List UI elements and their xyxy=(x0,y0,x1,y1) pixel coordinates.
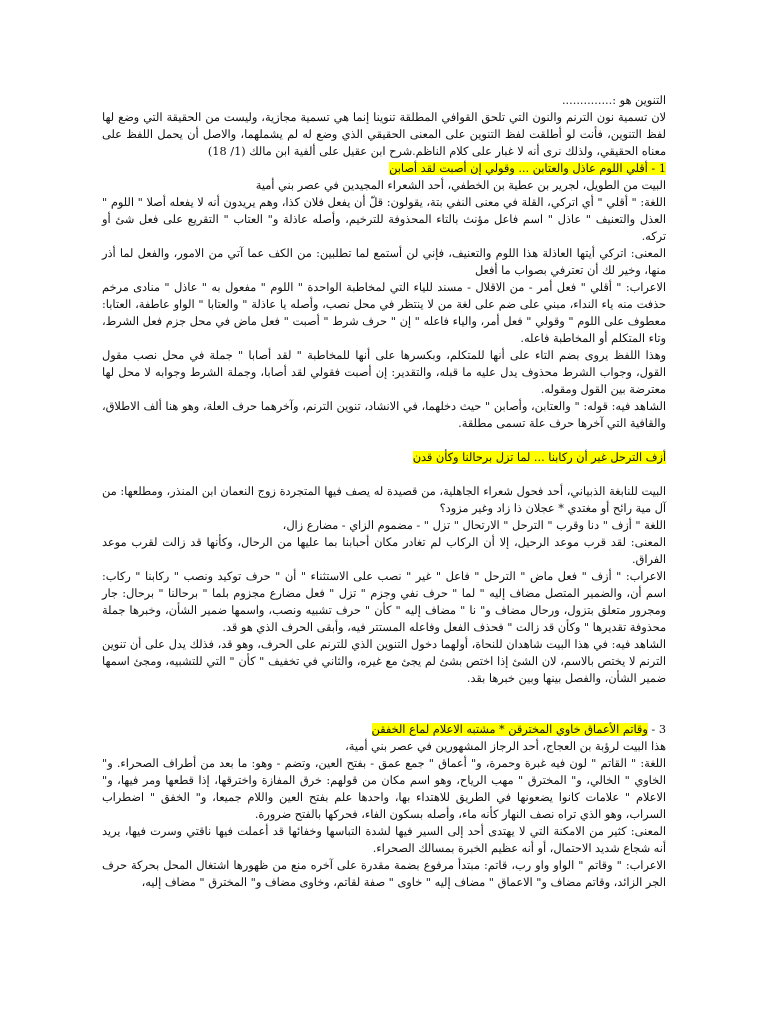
section3-source: هذا البيت لرؤبة بن العجاج، أحد الرجاز المشهورين في عصر بني أمية، xyxy=(345,740,666,753)
section2-parsing: الاعراب: " أزف " فعل ماض " الترحل " فاعل " غير " نصب على الاستثناء " أن " حرف توكيد ونصب " ركابنا " ركاب: اسم أن، والضمير المتصل مضاف إليه " لما " حرف نفي وجزم " تزل " فعل مضارع مجزوم بلما " برحالنا " برحال: جار ومجرور متعلق بتزول، ورحال مضاف و" نا " مضاف إليه " كأن " حرف تشبيه ونصب، واسمها ضمير الشأن، وخبرها جملة محذوفة تقديرها " وكأن قد زالت " فحذف الفعل وفاعله المستتر فيه، وأبقى الحرف الذي هو قد. xyxy=(102,570,666,634)
section1-parsing: الاعراب: " أقلي " فعل أمر - من الاقلال - مسند للياء التي لمخاطبة الواحدة " اللوم " مفعول به " عاذل " منادى مرخم حذفت منه ياء النداء، مبني على ضم على لغة من لا ينتظر في محل نصب، وأصله يا عاذلة " والعتابا " الواو عاطفة، العتابا: معطوف على اللوم " وقولي " فعل أمر، والياء فاعله " إن " حرف شرط " أصبت " فعل ماض في محل جزم فعل الشرط، وتاء المتكلم أو المخاطبة فاعله. xyxy=(102,281,666,345)
section1-lexicon: اللغة: " أقلي " أي اتركي، القلة في معنى النفي بتة، يقولون: قلّ أن يفعل فلان كذا، وهم يريدون أنه لا يفعله أصلا " اللوم " العذل والتعنيف " عاذل " اسم فاعل مؤنث بالتاء المحذوفة للترخيم، وأصله عاذلة و" العتاب " التقريع على فعل شئ أو تركه. xyxy=(102,196,666,243)
section1-source: البيت من الطويل، لجرير بن عطية بن الخطفي، أحد الشعراء المجيدين في عصر بني أمية xyxy=(255,179,666,192)
section2-lexicon: اللغة " أزف " دنا وقرب " الترحل " الارتحال " تزل " - مضموم الزاي - مضارع زال، xyxy=(282,519,666,532)
section2-meaning: المعنى: لقد قرب موعد الرحيل، إلا أن الركاب لم تغادر مكان أحبابنا بما عليها من الرحال، وكأنها قد زالت لقرب موعد الفراق. xyxy=(102,536,666,566)
section3-lexicon: اللغة: " القاتم " لون فيه غبرة وحمرة، و" أعماق " جمع عمق - بفتح العين، وتضم - وهو: ما بعد من أطراف الصحراء. و" الخاوي " الخالي، و" المخترق " مهب الرياح، وهو اسم مكان من قولهم: خرق المفازة واخترقها، إذا قطعها ومر فيها، و" الاعلام " علامات كانوا يضعونها في الطريق للاهتداء بها، واحدها علم بفتح العين واللام جميعا، و" الخفق " اضطراب السراب، وهو الذي تراه نصف النهار كأنه ماء، وأصله بسكون الفاء، فحركها بالفتح ضرورة. xyxy=(102,757,666,821)
section2-evidence: الشاهد فيه: في هذا البيت شاهدان للنحاة، أولهما دخول التنوين الذي للترنم على الحرف، وهو قد، فذلك يدل على أن تنوين الترنم لا يختص بالاسم، لان الشئ إذا اختص بشئ لم يجئ مع غيره، والثاني في تخفيف " كأن " التي للتشبيه، ومجئ اسمها ضمير الشأن، والفصل بينها وبين خبرها بقد. xyxy=(102,638,666,685)
intro-line: التنوين هو :.............. xyxy=(561,94,666,107)
section2-source: البيت للنابغة الذبياني، أحد فحول شعراء الجاهلية، من قصيدة له يصف فيها المتجردة زوج النعمان ابن المنذر، ومطلعها: من آل مية رائح أو مغتدي * عجلان ذا زاد وغير مزود؟ xyxy=(102,485,666,515)
section2-heading xyxy=(102,449,666,466)
section1-meaning: المعنى: اتركي أيتها العاذلة هذا اللوم والتعنيف، فإني لن أستمع لما تطلبين: من الكف عما آتي من الامور، والفعل لما أذر منها، وخير لك أن تعترفي بصواب ما أفعل xyxy=(102,247,666,277)
spacer xyxy=(102,466,666,483)
section3-parsing: الاعراب: " وقاتم " الواو واو رب، قاتم: مبتدأ مرفوع بضمة مقدرة على آخره منع من ظهورها اشتغال المحل بحركة حرف الجر الزائد، وقاتم مضاف و" الاعماق " مضاف إليه " خاوى " صفة لقاتم، وخاوى مضاف و" المخترق " مضاف إليه، xyxy=(102,859,666,889)
section2-heading-text: أزف الترحل غير أن ركابنا ... لما تزل برحالنا وكأن قدن xyxy=(412,451,666,464)
section3-meaning: المعنى: كثير من الامكنة التي لا يهتدى أحد إلى السير فيها لشدة التباسها وخفائها قد أعملت فيها ناقتي وسرت فيها، يريد أنه شجاع شديد الاحتمال، أو أنه عظيم الخبرة بمسالك الصحراء. xyxy=(102,825,666,855)
document-body xyxy=(102,92,666,891)
section1-heading xyxy=(102,160,666,177)
section3-heading-number: 3 - xyxy=(651,723,666,736)
section1-evidence: الشاهد فيه: قوله: " والعتابن، وأصابن " حيث دخلهما، في الانشاد، تنوين الترنم، وآخرهما حرف العلة، وهو هنا ألف الاطلاق، والقافية التي آخرها حرف علة تسمى مطلقة. xyxy=(102,400,666,430)
spacer xyxy=(102,687,666,721)
section3-heading-text: وقاتم الأعماق خاوي المخترقن * مشتبه الاعلام لماع الخفقن xyxy=(371,723,648,736)
section1-heading-text: 1 - أقلي اللوم عاذل والعتابن ... وقولي إن أصبت لقد أصابن xyxy=(389,162,666,175)
section3-heading xyxy=(102,721,666,738)
intro-paragraph: لان تسمية نون الترنم والنون التي تلحق القوافي المطلقة تنوينا إنما هي تسمية مجازية، وليست من الحقيقة التي وضع لها لفظ التنوين، فأنت لو أطلقت لفظ التنوين على المعنى الحقيقي الذي وضع له لم يشملهما، والاصل أن يحمل اللفظ على معناه الحقيقي، ولذلك نرى أنه لا غبار على كلام الناظم.شرح ابن عقيل على ألفية ابن مالك (1/ 18) xyxy=(102,111,666,158)
spacer xyxy=(102,432,666,449)
section1-parsing-note: وهذا اللفظ يروى بضم التاء على أنها للمتكلم، وبكسرها على أنها للمخاطبة " لقد أصابا " جملة في محل نصب مقول القول، وجواب الشرط محذوف يدل عليه ما قبله، والتقدير: إن أصبت فقولي لقد أصابا، وجملة الشرط وجوابه لا محل لها معترضة بين القول ومقوله. xyxy=(102,349,666,396)
